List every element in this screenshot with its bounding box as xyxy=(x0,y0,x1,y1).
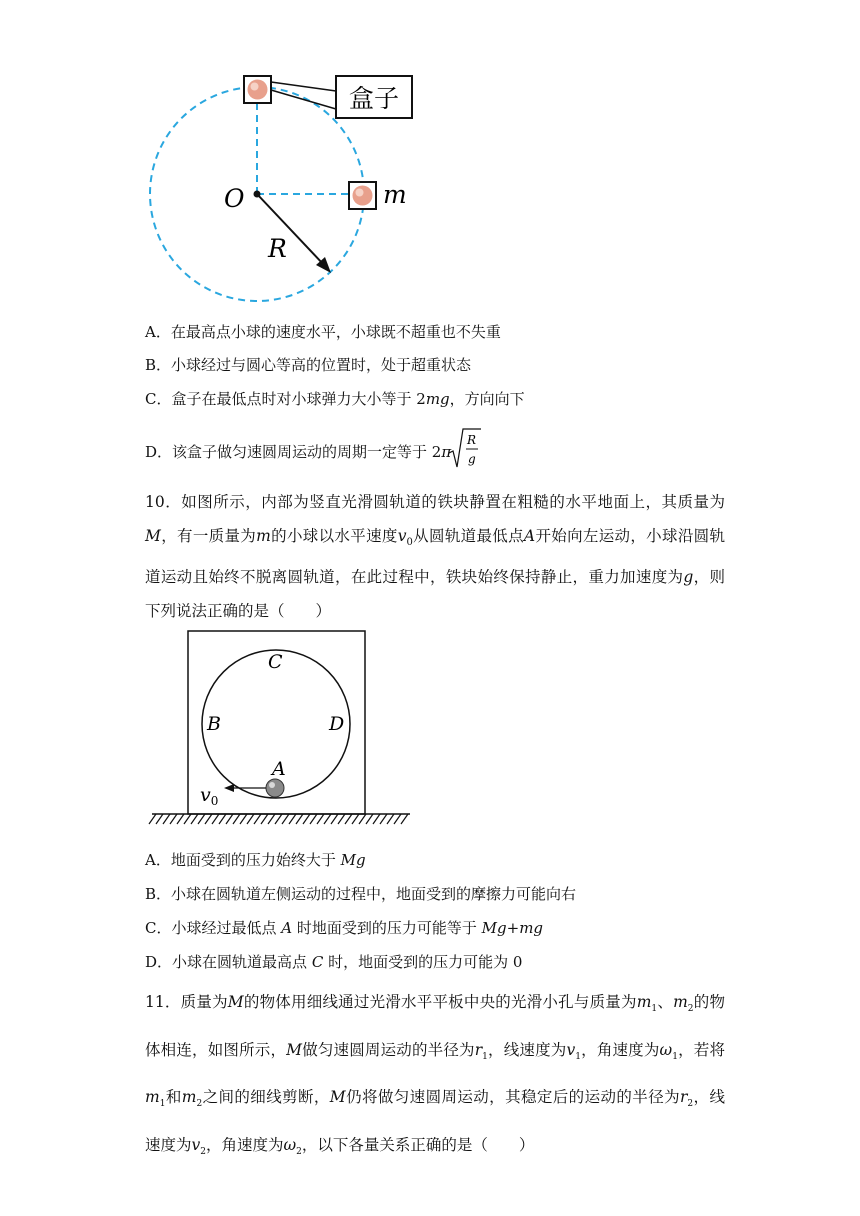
callout-line-a xyxy=(271,82,336,91)
q10-option-a xyxy=(145,850,366,870)
hatch-stroke xyxy=(373,814,380,824)
stem-subscript: 1 xyxy=(159,1099,166,1110)
hatch-stroke xyxy=(296,814,303,824)
option-text: 时地面受到的压力可能等于 xyxy=(292,919,482,937)
stem-subscript: 1 xyxy=(651,1004,658,1015)
stem-var: ω xyxy=(283,1135,297,1154)
mass-label: m xyxy=(383,180,407,209)
option-text: 该盒子做匀速圆周运动的周期一定等于 2 xyxy=(172,443,442,461)
center-dot xyxy=(254,191,261,198)
hatch-stroke xyxy=(156,814,163,824)
stem-var: r xyxy=(474,1040,483,1059)
option-variable: Mg xyxy=(481,919,507,937)
hatch-stroke xyxy=(366,814,373,824)
stem-subscript: 2 xyxy=(687,1004,694,1015)
stem-subscript: 2 xyxy=(296,1146,302,1157)
hatch-stroke xyxy=(149,814,156,824)
hatch-stroke xyxy=(212,814,219,824)
stem-text: 如图所示，内部为竖直光滑圆轨道的铁块静置在粗糙的水平地面上，其质量为 xyxy=(181,493,725,511)
stem-text: 之间的细线剪断， xyxy=(202,1088,330,1107)
ground-hatching xyxy=(149,814,408,824)
stem-text: ，以下各量关系正确的是（ ） xyxy=(301,1135,535,1154)
figure-box-circle xyxy=(140,70,440,310)
option-text: 地面受到的压力始终大于 xyxy=(170,851,341,869)
option-letter: A． xyxy=(145,323,171,341)
hatch-stroke xyxy=(282,814,289,824)
stem-subscript: 2 xyxy=(687,1099,694,1110)
stem-var: m xyxy=(145,1088,160,1107)
question-number: 11． xyxy=(145,993,181,1011)
stem-text: 做匀速圆周运动的半径为 xyxy=(302,1040,475,1059)
hatch-stroke xyxy=(191,814,198,824)
hatch-stroke xyxy=(289,814,296,824)
pi-symbol: π xyxy=(441,443,452,461)
stem-var: M xyxy=(227,993,244,1011)
hatch-stroke xyxy=(352,814,359,824)
option-letter: D． xyxy=(145,953,173,971)
side-ball-highlight xyxy=(356,189,364,197)
stem-subscript: 1 xyxy=(575,1051,581,1062)
hatch-stroke xyxy=(198,814,205,824)
option-text: 小球经过与圆心等高的位置时，处于超重状态 xyxy=(171,356,472,374)
radius-label: R xyxy=(268,234,287,263)
stem-text: ，线速度为 xyxy=(487,1040,567,1059)
small-ball xyxy=(266,779,284,797)
label-a: A xyxy=(272,758,286,780)
stem-var: ω xyxy=(659,1040,673,1059)
box-label: 盒子 xyxy=(348,84,400,113)
label-b: B xyxy=(207,713,221,735)
hatch-stroke xyxy=(205,814,212,824)
stem-text: 从圆轨道最低点 xyxy=(412,527,524,545)
label-c: C xyxy=(268,651,283,673)
hatch-stroke xyxy=(247,814,254,824)
stem-var: g xyxy=(683,568,694,587)
hatch-stroke xyxy=(254,814,261,824)
plus-sign: + xyxy=(506,919,520,937)
option-text: 小球经过最低点 xyxy=(171,919,282,937)
q9-option-b xyxy=(145,355,471,375)
stem-var: M xyxy=(329,1088,346,1107)
label-v0: $v_0$ xyxy=(200,784,219,808)
stem-text: 仍将做匀速圆周运动，其稳定后的运动的半径为 xyxy=(345,1088,680,1107)
stem-var: v xyxy=(566,1040,576,1059)
stem-var: A xyxy=(523,527,536,545)
stem-text: ，角速度为 xyxy=(206,1135,284,1154)
hatch-stroke xyxy=(240,814,247,824)
hatch-stroke xyxy=(268,814,275,824)
option-letter: B． xyxy=(145,885,172,903)
hatch-stroke xyxy=(170,814,177,824)
option-variable: mg xyxy=(425,390,450,408)
stem-text: ，有一质量为 xyxy=(160,527,257,545)
fraction-numerator: R xyxy=(467,433,477,447)
stem-subscript: 1 xyxy=(482,1051,488,1062)
figure-circular-track xyxy=(148,628,413,828)
stem-text: ，角速度为 xyxy=(580,1040,660,1059)
option-text: 小球在圆轨道左侧运动的过程中，地面受到的摩擦力可能向右 xyxy=(171,885,577,903)
hatch-stroke xyxy=(338,814,345,824)
hatch-stroke xyxy=(401,814,408,824)
stem-var: m xyxy=(636,993,652,1011)
hatch-stroke xyxy=(380,814,387,824)
stem-var: m xyxy=(181,1088,197,1107)
stem-text: ，线速度为 xyxy=(145,1088,725,1154)
q10-option-d xyxy=(145,952,522,972)
hatch-stroke xyxy=(387,814,394,824)
hatch-stroke xyxy=(394,814,401,824)
stem-text: ，若将 xyxy=(677,1040,725,1059)
option-letter: A． xyxy=(145,851,171,869)
option-variable: A xyxy=(281,919,293,937)
option-text-tail: 时，地面受到的压力可能为 0 xyxy=(323,953,523,971)
stem-var: m xyxy=(673,993,688,1011)
stem-text: 的物体相连，如图所示， xyxy=(145,993,725,1059)
stem-var: M xyxy=(145,527,161,545)
hatch-stroke xyxy=(177,814,184,824)
center-label: O xyxy=(224,184,245,213)
callout-line-b xyxy=(271,90,336,109)
q9-option-c xyxy=(145,389,525,409)
option-letter: C． xyxy=(145,919,172,937)
option-variable: Mg xyxy=(340,851,366,869)
question-number: 10． xyxy=(145,493,182,511)
stem-text: 、 xyxy=(657,993,674,1011)
stem-text: 的小球以水平速度 xyxy=(270,527,398,545)
q10-option-c xyxy=(145,918,543,938)
option-variable: mg xyxy=(519,919,544,937)
stem-var: v xyxy=(191,1135,201,1154)
option-text: 盒子在最低点时对小球弹力大小等于 2 xyxy=(171,390,426,408)
hatch-stroke xyxy=(219,814,226,824)
stem-subscript: 1 xyxy=(672,1051,678,1062)
stem-text: 质量为 xyxy=(180,993,228,1011)
hatch-stroke xyxy=(359,814,366,824)
stem-text: 和 xyxy=(165,1088,182,1107)
option-letter: C． xyxy=(145,390,172,408)
hatch-stroke xyxy=(310,814,317,824)
hatch-stroke xyxy=(303,814,310,824)
option-variable: C xyxy=(311,953,324,971)
hatch-stroke xyxy=(226,814,233,824)
hatch-stroke xyxy=(331,814,338,824)
hatch-stroke xyxy=(261,814,268,824)
fraction-denominator: g xyxy=(468,452,476,466)
q11-stem xyxy=(145,982,725,1172)
label-d: D xyxy=(329,713,345,735)
stem-text: 开始向左运动，小球沿圆轨道运动且始终不脱离圆轨道，在此过程中，铁块始终保持静止，重力加速度为 xyxy=(145,527,725,587)
stem-text: ，则下列说法正确的是（ ） xyxy=(145,568,725,621)
side-ball xyxy=(353,186,373,206)
stem-var: M xyxy=(286,1040,303,1059)
stem-text: 的物体用细线通过光滑水平平板中央的光滑小孔与质量为 xyxy=(243,993,637,1011)
hatch-stroke xyxy=(233,814,240,824)
q9-option-d xyxy=(145,427,477,471)
hatch-stroke xyxy=(324,814,331,824)
option-text-tail: ，方向向下 xyxy=(449,390,525,408)
top-ball-highlight xyxy=(251,83,259,91)
hatch-stroke xyxy=(317,814,324,824)
hatch-stroke xyxy=(163,814,170,824)
hatch-stroke xyxy=(184,814,191,824)
sqrt-fraction xyxy=(447,427,483,471)
stem-var: m xyxy=(256,527,271,545)
top-ball xyxy=(248,80,268,100)
stem-subscript: 2 xyxy=(196,1099,203,1110)
q9-option-a xyxy=(145,322,501,342)
q10-option-b xyxy=(145,884,576,904)
option-text: 小球在圆轨道最高点 xyxy=(172,953,312,971)
hatch-stroke xyxy=(275,814,282,824)
stem-subscript: 0 xyxy=(406,537,413,549)
q10-stem xyxy=(145,485,725,628)
hatch-stroke xyxy=(345,814,352,824)
option-letter: D． xyxy=(145,443,173,461)
option-letter: B． xyxy=(145,356,172,374)
option-text: 在最高点小球的速度水平，小球既不超重也不失重 xyxy=(170,323,501,341)
stem-var: v xyxy=(397,527,407,545)
stem-subscript: 2 xyxy=(200,1146,207,1157)
stem-var: r xyxy=(680,1088,688,1107)
ball-highlight xyxy=(269,782,275,788)
